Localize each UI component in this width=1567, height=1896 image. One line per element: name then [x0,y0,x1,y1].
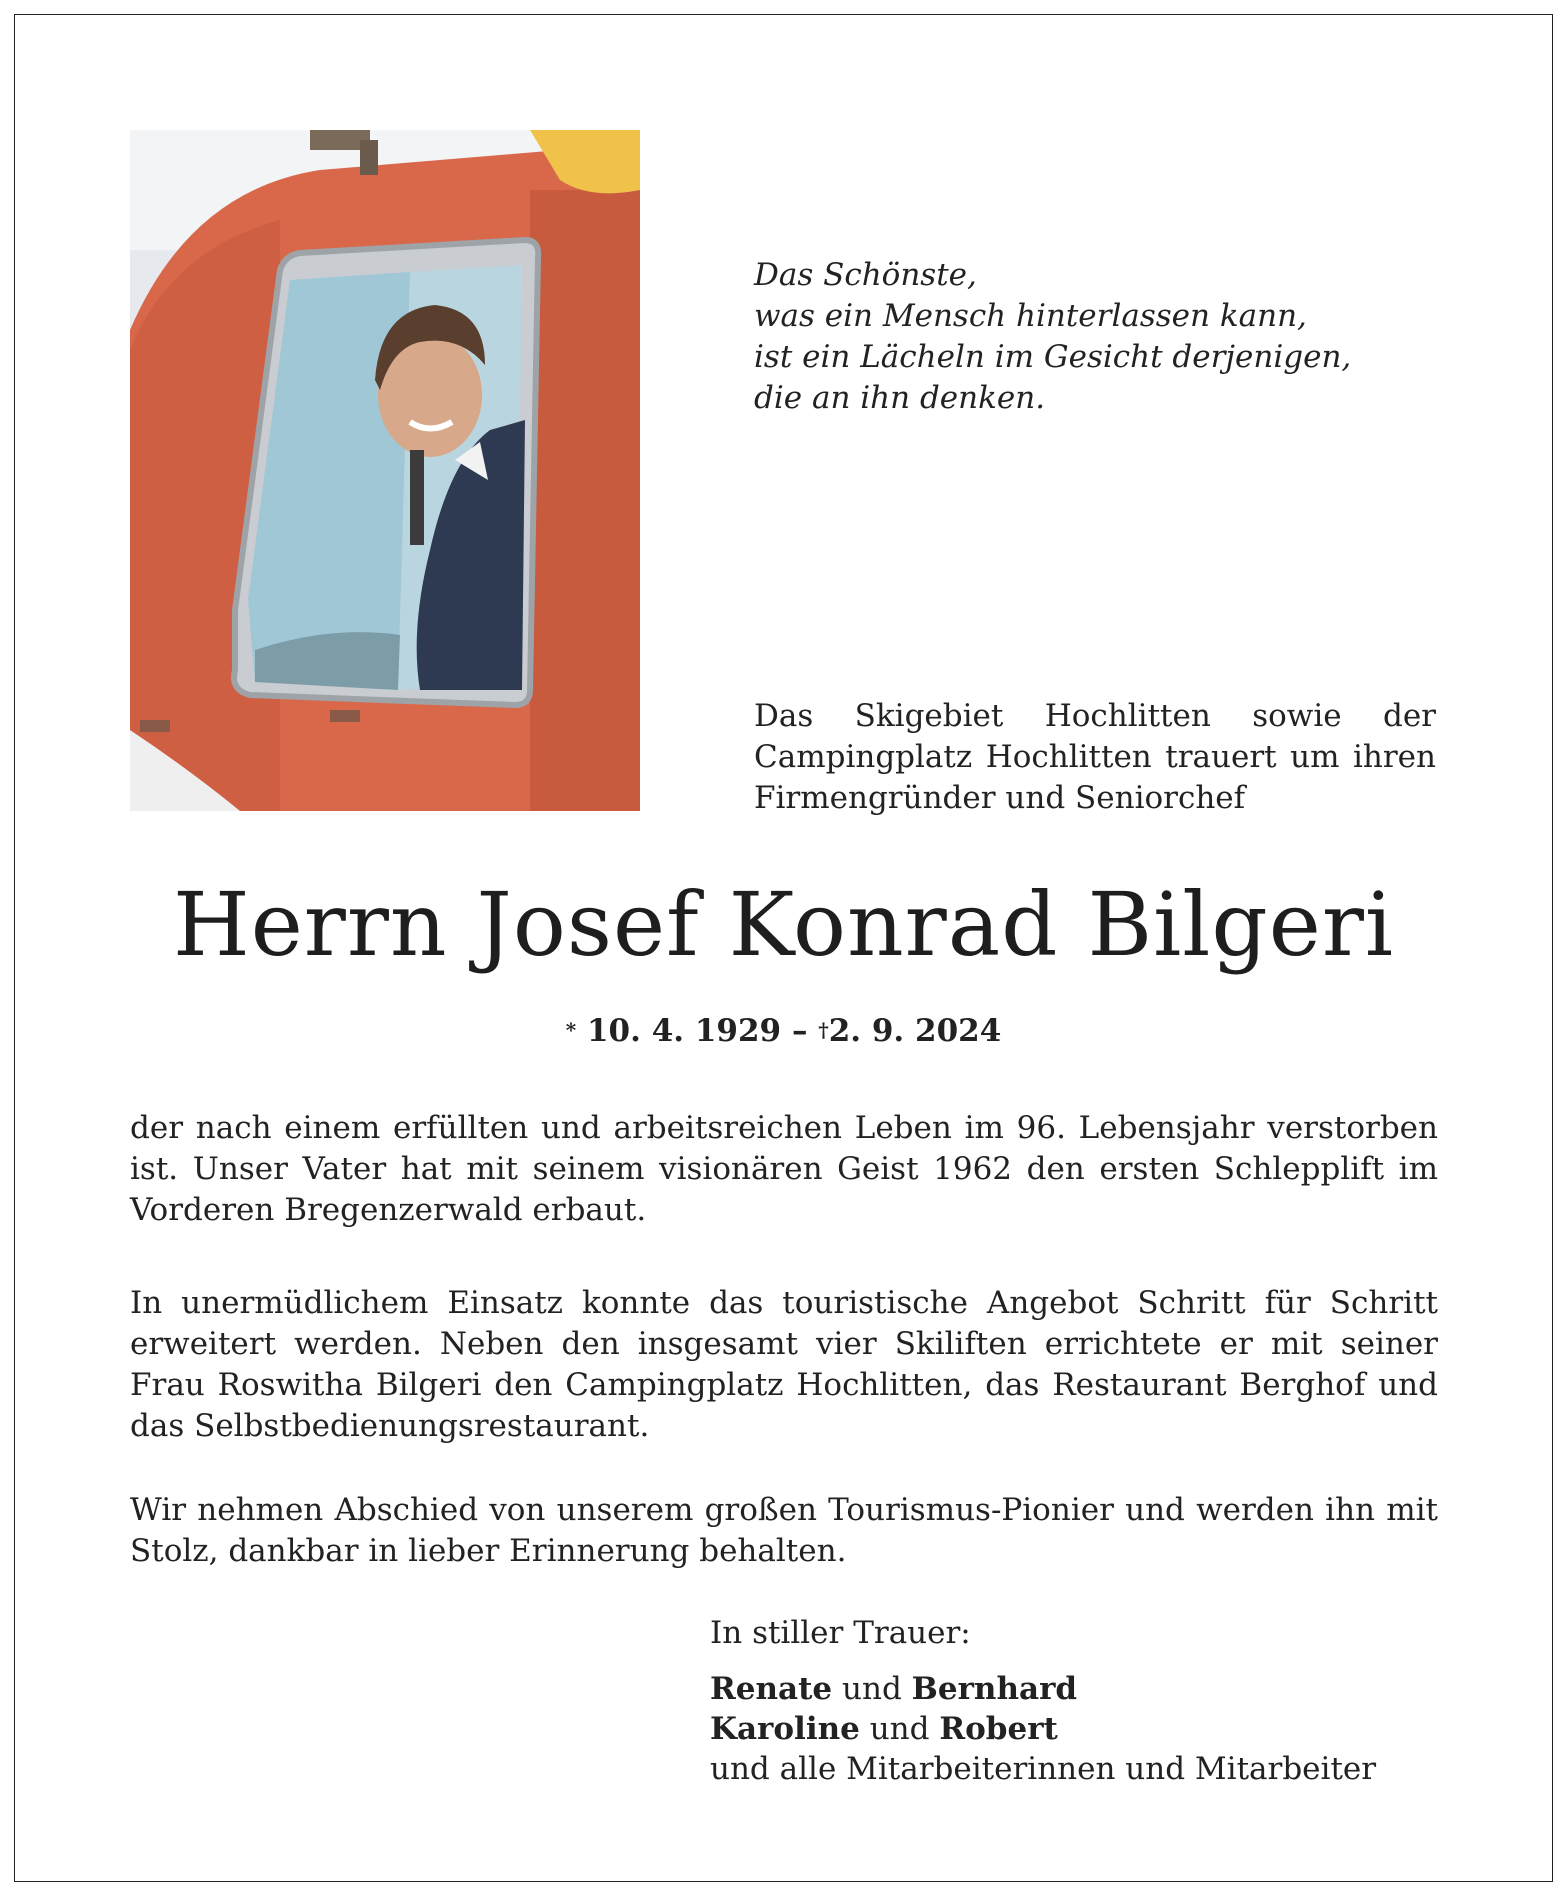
life-dates [0,1006,1567,1059]
quote-line: Das Schönste, [754,257,977,293]
quote-line: ist ein Lächeln im Gesicht derjenigen, [754,339,1352,375]
portrait-photo [130,130,640,811]
mourner-conjunction: und [869,1711,930,1747]
mourner-name: Robert [939,1711,1058,1747]
birth-symbol: * [565,1018,577,1042]
mourner-conjunction: und [842,1671,902,1707]
signature-block [710,1613,1450,1789]
deceased-name: Herrn Josef Konrad Bilgeri [172,873,1395,976]
mourner-name: Renate [710,1671,833,1707]
date-separator: – [791,1013,808,1049]
announcement-intro: Das Skigebiet Hochlitten sowie der Campingplatz Hochlitten trauert um ihren Firmengründer und Seniorchef [754,698,1436,816]
death-date: 2. 9. 2024 [828,1013,1002,1049]
mourners-line-2 [710,1709,1450,1749]
paragraph-farewell: Wir nehmen Abschied von unserem großen Tourismus-Pionier und werden ihn mit Stolz, dankbar in lieber Erinnerung behalten. [130,1492,1438,1569]
mourner-name: Bernhard [911,1671,1078,1707]
memorial-quote [754,255,1354,419]
portrait-photo-icon [130,130,640,811]
paragraph-achievements: In unermüdlichem Einsatz konnte das touristische Angebot Schritt für Schritt erweitert werden. Neben den insgesamt vier Skiliften errichtete er mit seiner Frau Roswitha Bilgeri den Campingplatz Hochlitten, das Restaurant Berghof und das Selbstbedienungsrestaurant. [130,1285,1438,1444]
quote-line: die an ihn denken. [754,380,1046,416]
mourner-name: Karoline [710,1711,860,1747]
staff-line: und alle Mitarbeiterinnen und Mitarbeiter [710,1751,1377,1787]
paragraph-life: der nach einem erfüllten und arbeitsreichen Leben im 96. Lebensjahr verstorben ist. Unser Vater hat mit seinem visionären Geist 1962 den ersten Schlepplift im Vorderen Bregenzerwald erbaut. [130,1110,1438,1228]
quote-line: was ein Mensch hinterlassen kann, [754,298,1307,334]
birth-date: 10. 4. 1929 [586,1013,782,1049]
signature-heading: In stiller Trauer: [710,1615,971,1651]
death-symbol: † [818,1018,829,1042]
mourners-line-1 [710,1669,1450,1709]
